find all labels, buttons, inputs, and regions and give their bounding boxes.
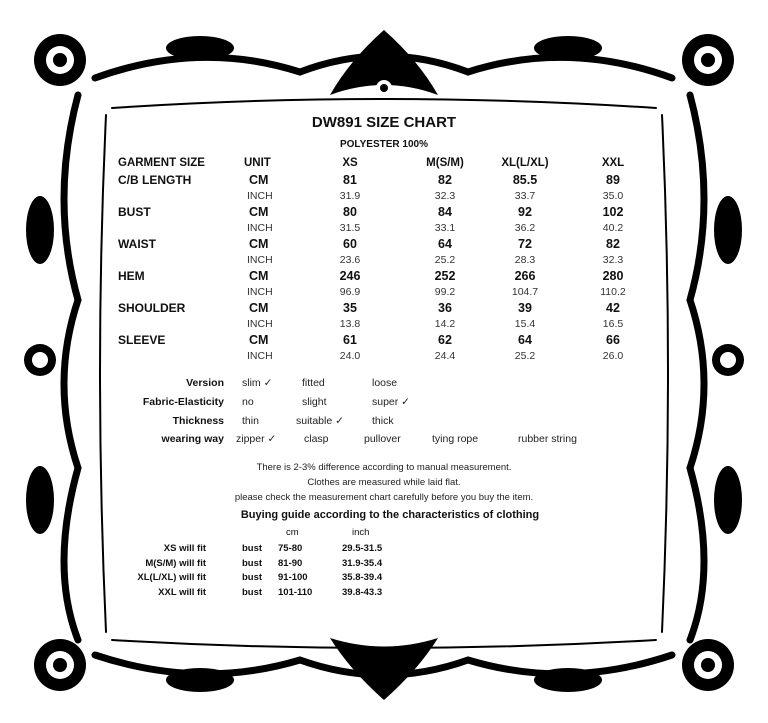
guide-title: Buying guide according to the characteristics of clothing — [240, 509, 540, 521]
cm-value: 39 — [518, 301, 532, 315]
inch-value: 104.7 — [511, 286, 539, 298]
guide-part: bust — [242, 543, 263, 554]
feature-option: slight — [302, 396, 327, 408]
cm-value: 92 — [518, 205, 532, 219]
inch-value: 32.3 — [434, 190, 456, 202]
note-3: please check the measurement chart carefully before you buy the item. — [234, 492, 534, 503]
feature-option: slim ✓ — [242, 377, 273, 389]
inch-value: 36.2 — [514, 222, 536, 234]
cm-value: 62 — [438, 333, 452, 347]
cm-value: 280 — [602, 269, 624, 283]
cm-value: 266 — [514, 269, 536, 283]
guide-inch-range: 31.9-35.4 — [342, 558, 383, 569]
row-label: SLEEVE — [118, 333, 166, 347]
inch-value: 33.1 — [434, 222, 456, 234]
unit-cm: CM — [249, 333, 269, 347]
cm-value: 80 — [343, 205, 357, 219]
unit-cm: CM — [249, 205, 269, 219]
inch-value: 26.0 — [602, 350, 624, 362]
cm-value: 89 — [606, 173, 620, 187]
cm-value: 102 — [602, 205, 624, 219]
guide-inch-range: 29.5-31.5 — [342, 543, 383, 554]
unit-inch: INCH — [247, 254, 273, 266]
inch-value: 31.5 — [339, 222, 361, 234]
header-size-xl: XL(L/XL) — [501, 157, 549, 169]
feature-label: Fabric-Elasticity — [142, 396, 224, 408]
unit-inch: INCH — [247, 190, 273, 202]
cm-value: 82 — [438, 173, 452, 187]
inch-value: 35.0 — [602, 190, 624, 202]
cm-value: 35 — [343, 301, 357, 315]
feature-option: no — [242, 396, 254, 408]
inch-value: 16.5 — [602, 318, 624, 330]
material-label: POLYESTER 100% — [339, 139, 428, 150]
guide-part: bust — [242, 558, 263, 569]
guide-cm-range: 75-80 — [278, 543, 303, 554]
feature-option: zipper ✓ — [236, 433, 277, 445]
cm-value: 246 — [339, 269, 361, 283]
guide-cm-range: 81-90 — [278, 558, 303, 569]
row-label: WAIST — [118, 237, 156, 251]
cm-value: 64 — [438, 237, 452, 251]
header-unit: UNIT — [244, 157, 271, 169]
feature-option: clasp — [304, 433, 329, 445]
unit-inch: INCH — [247, 350, 273, 362]
header-size-xxl: XXL — [601, 157, 625, 169]
feature-option: fitted — [302, 377, 325, 389]
cm-value: 85.5 — [512, 173, 538, 187]
guide-fit-label: XXL will fit — [158, 587, 206, 598]
header-garment-size: GARMENT SIZE — [118, 157, 205, 169]
cm-value: 61 — [343, 333, 357, 347]
unit-inch: INCH — [247, 286, 273, 298]
cm-value: 84 — [438, 205, 452, 219]
inch-value: 24.0 — [339, 350, 361, 362]
inch-value: 33.7 — [514, 190, 536, 202]
cm-value: 64 — [518, 333, 532, 347]
inch-value: 40.2 — [602, 222, 624, 234]
feature-label: wearing way — [161, 433, 224, 445]
guide-fit-label: XL(L/XL) will fit — [137, 572, 206, 583]
row-label: SHOULDER — [118, 301, 186, 315]
inch-value: 110.2 — [600, 286, 626, 298]
feature-option: tying rope — [432, 433, 479, 445]
note-2: Clothes are measured while laid flat. — [307, 477, 461, 488]
guide-inch-range: 35.8-39.4 — [342, 572, 383, 583]
cm-value: 81 — [343, 173, 357, 187]
feature-option: loose — [372, 377, 398, 389]
row-label: HEM — [118, 269, 145, 283]
feature-option: thin — [242, 415, 259, 427]
unit-cm: CM — [249, 269, 269, 283]
feature-option: suitable ✓ — [296, 415, 344, 427]
feature-label: Thickness — [172, 415, 224, 427]
unit-cm: CM — [249, 301, 269, 315]
row-label: BUST — [118, 205, 151, 219]
guide-cm-range: 91-100 — [278, 572, 308, 583]
cm-value: 72 — [518, 237, 532, 251]
cm-value: 36 — [438, 301, 452, 315]
cm-value: 60 — [343, 237, 357, 251]
feature-option: super ✓ — [372, 396, 410, 408]
inch-value: 13.8 — [339, 318, 361, 330]
inch-value: 25.2 — [514, 350, 536, 362]
note-1: There is 2-3% difference according to manual measurement. — [256, 462, 512, 473]
guide-inch-range: 39.8-43.3 — [342, 587, 383, 598]
cm-value: 42 — [606, 301, 620, 315]
inch-value: 28.3 — [514, 254, 536, 266]
feature-option: pullover — [364, 433, 401, 445]
unit-cm: CM — [249, 173, 269, 187]
inch-value: 14.2 — [434, 318, 456, 330]
feature-option: rubber string — [518, 433, 577, 445]
unit-inch: INCH — [247, 318, 273, 330]
header-size-xs: XS — [342, 157, 358, 169]
inch-value: 15.4 — [514, 318, 536, 330]
cm-value: 252 — [434, 269, 456, 283]
inch-value: 96.9 — [339, 286, 361, 298]
inch-value: 32.3 — [602, 254, 624, 266]
guide-col-cm: cm — [286, 527, 299, 538]
guide-part: bust — [242, 587, 263, 598]
cm-value: 66 — [606, 333, 620, 347]
unit-cm: CM — [249, 237, 269, 251]
guide-col-inch: inch — [352, 527, 370, 538]
guide-fit-label: XS will fit — [163, 543, 206, 554]
inch-value: 31.9 — [339, 190, 361, 202]
header-size-m: M(S/M) — [426, 157, 464, 169]
unit-inch: INCH — [247, 222, 273, 234]
cm-value: 82 — [606, 237, 620, 251]
guide-cm-range: 101-110 — [278, 587, 313, 598]
feature-option: thick — [372, 415, 394, 427]
chart-title: DW891 SIZE CHART — [311, 114, 457, 131]
guide-fit-label: M(S/M) will fit — [145, 558, 206, 569]
guide-part: bust — [242, 572, 263, 583]
row-label: C/B LENGTH — [118, 173, 192, 187]
inch-value: 24.4 — [434, 350, 456, 362]
inch-value: 23.6 — [339, 254, 361, 266]
inch-value: 99.2 — [434, 286, 456, 298]
inch-value: 25.2 — [434, 254, 456, 266]
feature-label: Version — [186, 377, 224, 389]
